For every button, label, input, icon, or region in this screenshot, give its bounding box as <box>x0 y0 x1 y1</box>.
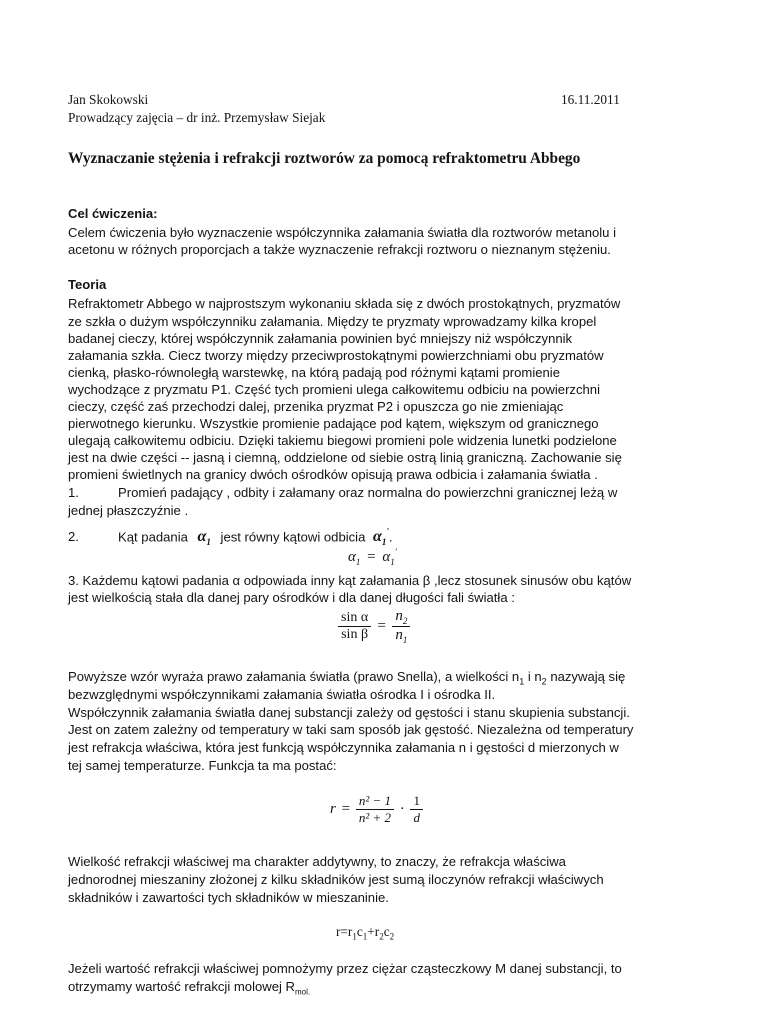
theory-line: Refraktometr Abbego w najprostszym wykonaniu składa się z dwóch prostokątnych, pryzmatów <box>68 296 621 311</box>
law-3: 3. Każdemu kątowi padania α odpowiada inny kąt załamania β ,lecz stosunek sinusów obu kątów <box>68 573 632 588</box>
alpha-prime-symbol: $\alpha_1'$ <box>373 527 389 548</box>
law-1-number: 1. <box>68 485 79 500</box>
theory-line: załamania szkła. Ciecz tworzy między przeciwprostokątnymi powierzchniami obu pryzmatów <box>68 348 604 363</box>
snell-description: Powyższe wzór wyraża prawo załamania światła (prawo Snella), a wielkości $n_1$ i $n_2$ nazywają się <box>68 669 626 687</box>
document-title: Wyznaczanie stężenia i refrakcji roztworów za pomocą refraktometru Abbego <box>68 150 581 167</box>
n-fraction: $\frac{n_2}{n_1}$ <box>392 608 410 645</box>
theory-line: cienką, płasko-równoległą warstewkę, na którą padają pod różnymi kątami promienie <box>68 365 560 380</box>
specific-refraction-formula: r = $\frac{\text{n² − 1}}{\text{n² + 2}}$ · $\frac{1}{d}$ <box>330 793 423 826</box>
law-2-text-a: Kąt padania <box>118 529 188 545</box>
law-2-text-b: jest równy kątowi odbicia <box>220 529 366 545</box>
body-line: jest refrakcja właściwa, która jest funkcją współczynnika załamania n i gęstości d mierzonych w <box>68 740 619 755</box>
theory-line: pierwotnego kierunku. Wszystkie promienie padające pod kątem, większym od granicznego <box>68 416 599 431</box>
body-line: składników i zawartości tych składników w mieszaninie. <box>68 890 389 905</box>
theory-line: cieczy, część zaś przechodzi dalej, przenika pryzmat P2 i opuszcza go nie zmieniając <box>68 399 564 414</box>
law-2-number: 2. <box>68 529 79 545</box>
snell-equation: $\frac{\text{sin α}}{\text{sin β}}$ = $\frac{n_2}{n_1}$ <box>338 608 410 645</box>
theory-heading: Teoria <box>68 277 107 292</box>
sin-fraction: $\frac{\text{sin α}}{\text{sin β}}$ <box>338 610 371 643</box>
goal-heading: Cel ćwiczenia: <box>68 206 158 221</box>
law-3-continuation: jest wielkością stała dla danej pary ośrodków i dla danej długości fali światła : <box>68 590 515 605</box>
theory-line: wychodzące z pryzmatu P1. Część tych promieni ulega całkowitemu odbiciu na powierzchni <box>68 382 600 397</box>
theory-line: promieni świetlnych na granicy dwóch ośrodków opisują prawa odbicia i załamania światła . <box>68 467 598 482</box>
body-line: tej samej temperaturze. Funkcja ta ma postać: <box>68 758 337 773</box>
mixture-refraction-formula: $r=r_1c_1+r_2c_2$ <box>336 924 395 942</box>
supervisor-line: Prowadzący zajęcia – dr inż. Przemysław Siejak <box>68 110 326 125</box>
law-1-continuation: jednej płaszczyźnie . <box>68 503 189 518</box>
reflection-equation: $\alpha_1 = \alpha_1'$ <box>348 547 397 567</box>
theory-line: jest na dwie części -- jasną i ciemną, oddzielone od siebie ostrą linią graniczną. Zachowanie się <box>68 450 622 465</box>
law-2: 2. Kąt padania $\alpha_1$ jest równy kątowi odbicia $\alpha_1'$. <box>68 527 393 548</box>
body-line: Jeżeli wartość refrakcji właściwej pomnożymy przez ciężar cząsteczkowy M danej substancji, to <box>68 961 622 976</box>
law-1 <box>68 484 617 501</box>
law-1-text: Promień padający , odbity i załamany oraz normalna do powierzchni granicznej leżą w <box>118 485 618 500</box>
theory-line: badanej cieczy, której współczynnik załamania powinien być mniejszy niż współczynnik <box>68 331 573 346</box>
goal-line: acetonu w różnych proporcjach a także wyznaczenie refrakcji roztworu o nieznanym stężeniu. <box>68 242 611 257</box>
document-date: 16.11.2011 <box>561 92 620 107</box>
body-line: Wielkość refrakcji właściwej ma charakter addytywny, to znaczy, że refrakcja właściwa <box>68 854 566 869</box>
body-line: jednorodnej mieszaniny złożonej z kilku składników jest sumą iloczynów refrakcji właściwych <box>68 872 604 887</box>
goal-line: Celem ćwiczenia było wyznaczenie współczynnika załamania światła dla roztworów metanolu i <box>68 225 616 240</box>
body-line: Jest on zatem zależny od temperatury w taki sam sposób jak gęstość. Niezależna od temperatury <box>68 722 634 737</box>
body-line: bezwzględnymi współczynnikami załamania światła ośrodka I i ośrodka II. <box>68 687 496 702</box>
body-line: Współczynnik załamania światła danej substancji zależy od gęstości i stanu skupienia substancji. <box>68 705 630 720</box>
theory-line: ulegają całkowitemu odbiciu. Dzięki takiemu biegowi promieni pole widzenia lunetki podzielone <box>68 433 617 448</box>
theory-line: ze szkła o dużym współczynniku załamania. Między te pryzmaty wprowadzamy kilka kropel <box>68 314 597 329</box>
alpha-symbol: $\alpha_1$ <box>197 528 211 548</box>
molar-refraction-line: otrzymamy wartość refrakcji molowej $R_{mol.}$ <box>68 979 311 997</box>
author-name: Jan Skokowski <box>68 92 149 107</box>
